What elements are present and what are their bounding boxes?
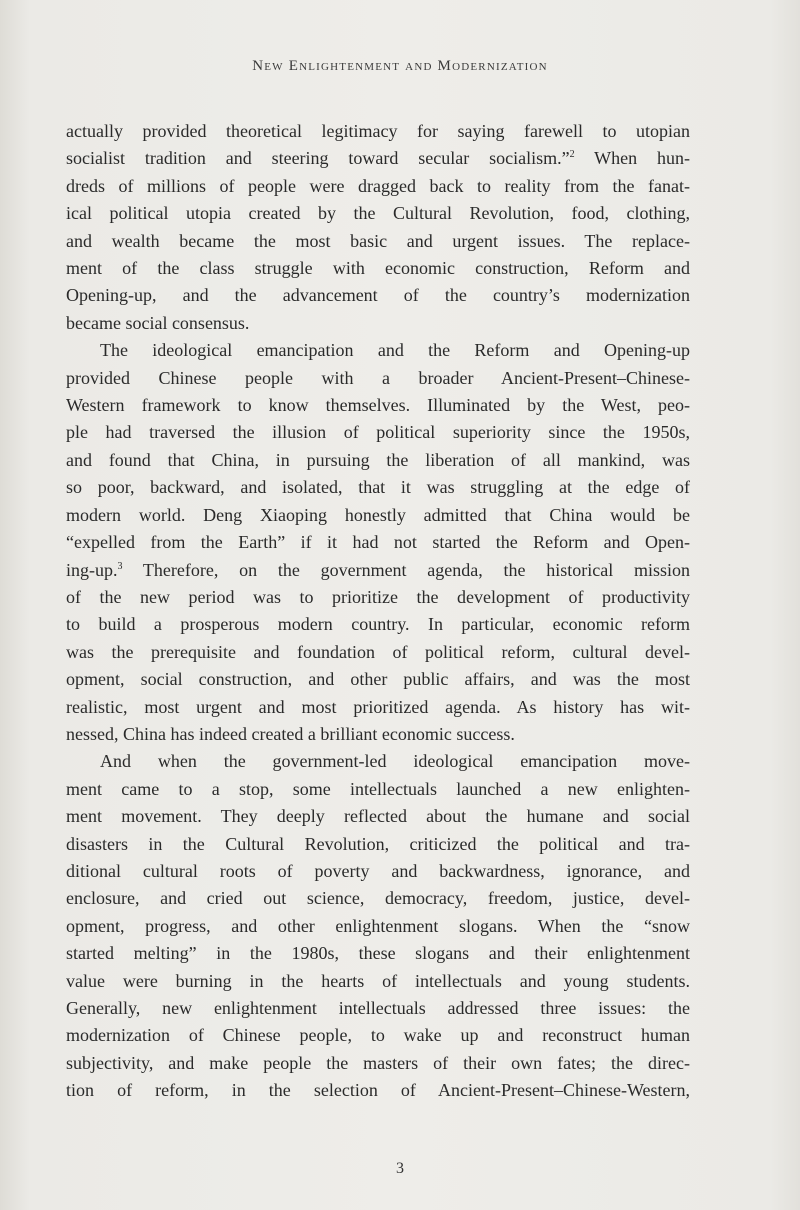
text-line: ple had traversed the illusion of political superiority since the 1950s, bbox=[66, 422, 690, 443]
body-text bbox=[66, 118, 690, 1105]
text-line: and found that China, in pursuing the liberation of all mankind, was bbox=[66, 449, 690, 470]
text-line: started melting” in the 1980s, these slogans and their enlightenment bbox=[66, 943, 690, 964]
text-line: became social consensus. bbox=[66, 312, 250, 333]
paragraph-1 bbox=[66, 118, 690, 337]
text-line: opment, progress, and other enlightenment slogans. When the “snow bbox=[66, 915, 690, 936]
footnote-ref: 3 bbox=[117, 560, 123, 572]
text-line bbox=[66, 557, 690, 584]
footnote-ref: 2 bbox=[569, 149, 575, 161]
text-line: opment, social construction, and other public affairs, and was the most bbox=[66, 669, 690, 690]
text-line: disasters in the Cultural Revolution, criticized the political and tra- bbox=[66, 833, 690, 854]
text-line: Generally, new enlightenment intellectuals addressed three issues: the bbox=[66, 998, 690, 1018]
text-line: subjectivity, and make people the masters of their own fates; the direc- bbox=[66, 1052, 690, 1073]
text-line: actually provided theoretical legitimacy for saying farewell to utopian bbox=[66, 121, 690, 141]
text-line: and wealth became the most basic and urgent issues. The replace- bbox=[66, 230, 690, 251]
text-line: value were burning in the hearts of intellectuals and young students. bbox=[66, 970, 690, 991]
text-line: The ideological emancipation and the Reform and Opening-up bbox=[100, 340, 690, 361]
paragraph-2 bbox=[66, 337, 690, 748]
paragraph-3 bbox=[66, 748, 690, 1104]
text-span: ing-up. bbox=[66, 559, 118, 580]
text-line: ment movement. They deeply reflected about the humane and social bbox=[66, 806, 690, 827]
text-line: ical political utopia created by the Cultural Revolution, food, clothing, bbox=[66, 203, 690, 224]
text-line: provided Chinese people with a broader Ancient-Present–Chinese- bbox=[66, 367, 690, 388]
text-line: nessed, China has indeed created a brilliant economic success. bbox=[66, 723, 515, 744]
text-span: When hun- bbox=[574, 148, 690, 169]
text-line: And when the government-led ideological emancipation move- bbox=[100, 751, 690, 772]
text-span: socialist tradition and steering toward secular socialism.” bbox=[66, 148, 570, 169]
text-line: so poor, backward, and isolated, that it was struggling at the edge of bbox=[66, 477, 690, 498]
text-line: was the prerequisite and foundation of political reform, cultural devel- bbox=[66, 641, 690, 662]
text-line: ditional cultural roots of poverty and backwardness, ignorance, and bbox=[66, 860, 690, 881]
text-line: to build a prosperous modern country. In particular, economic reform bbox=[66, 614, 690, 635]
text-line bbox=[66, 145, 690, 172]
text-line: “expelled from the Earth” if it had not started the Reform and Open- bbox=[66, 532, 690, 553]
running-header: New Enlightenment and Modernization bbox=[252, 58, 548, 74]
text-line: Western framework to know themselves. Illuminated by the West, peo- bbox=[66, 395, 690, 416]
text-line: realistic, most urgent and most prioritized agenda. As history has wit- bbox=[66, 696, 690, 717]
text-line: dreds of millions of people were dragged back to reality from the fanat- bbox=[66, 175, 690, 196]
page-number: 3 bbox=[396, 1160, 404, 1177]
text-line: of the new period was to prioritize the development of productivity bbox=[66, 586, 690, 607]
text-line: ment came to a stop, some intellectuals launched a new enlighten- bbox=[66, 778, 690, 799]
text-line: Opening-up, and the advancement of the country’s modernization bbox=[66, 285, 690, 306]
text-line: tion of reform, in the selection of Ancient-Present–Chinese-Western, bbox=[66, 1080, 690, 1101]
text-line: modern world. Deng Xiaoping honestly admitted that China would be bbox=[66, 504, 690, 525]
text-line: ment of the class struggle with economic construction, Reform and bbox=[66, 258, 690, 279]
text-line: modernization of Chinese people, to wake up and reconstruct human bbox=[66, 1025, 690, 1046]
text-span: Therefore, on the government agenda, the historical mission bbox=[122, 559, 690, 580]
text-line: enclosure, and cried out science, democracy, freedom, justice, devel- bbox=[66, 888, 690, 909]
